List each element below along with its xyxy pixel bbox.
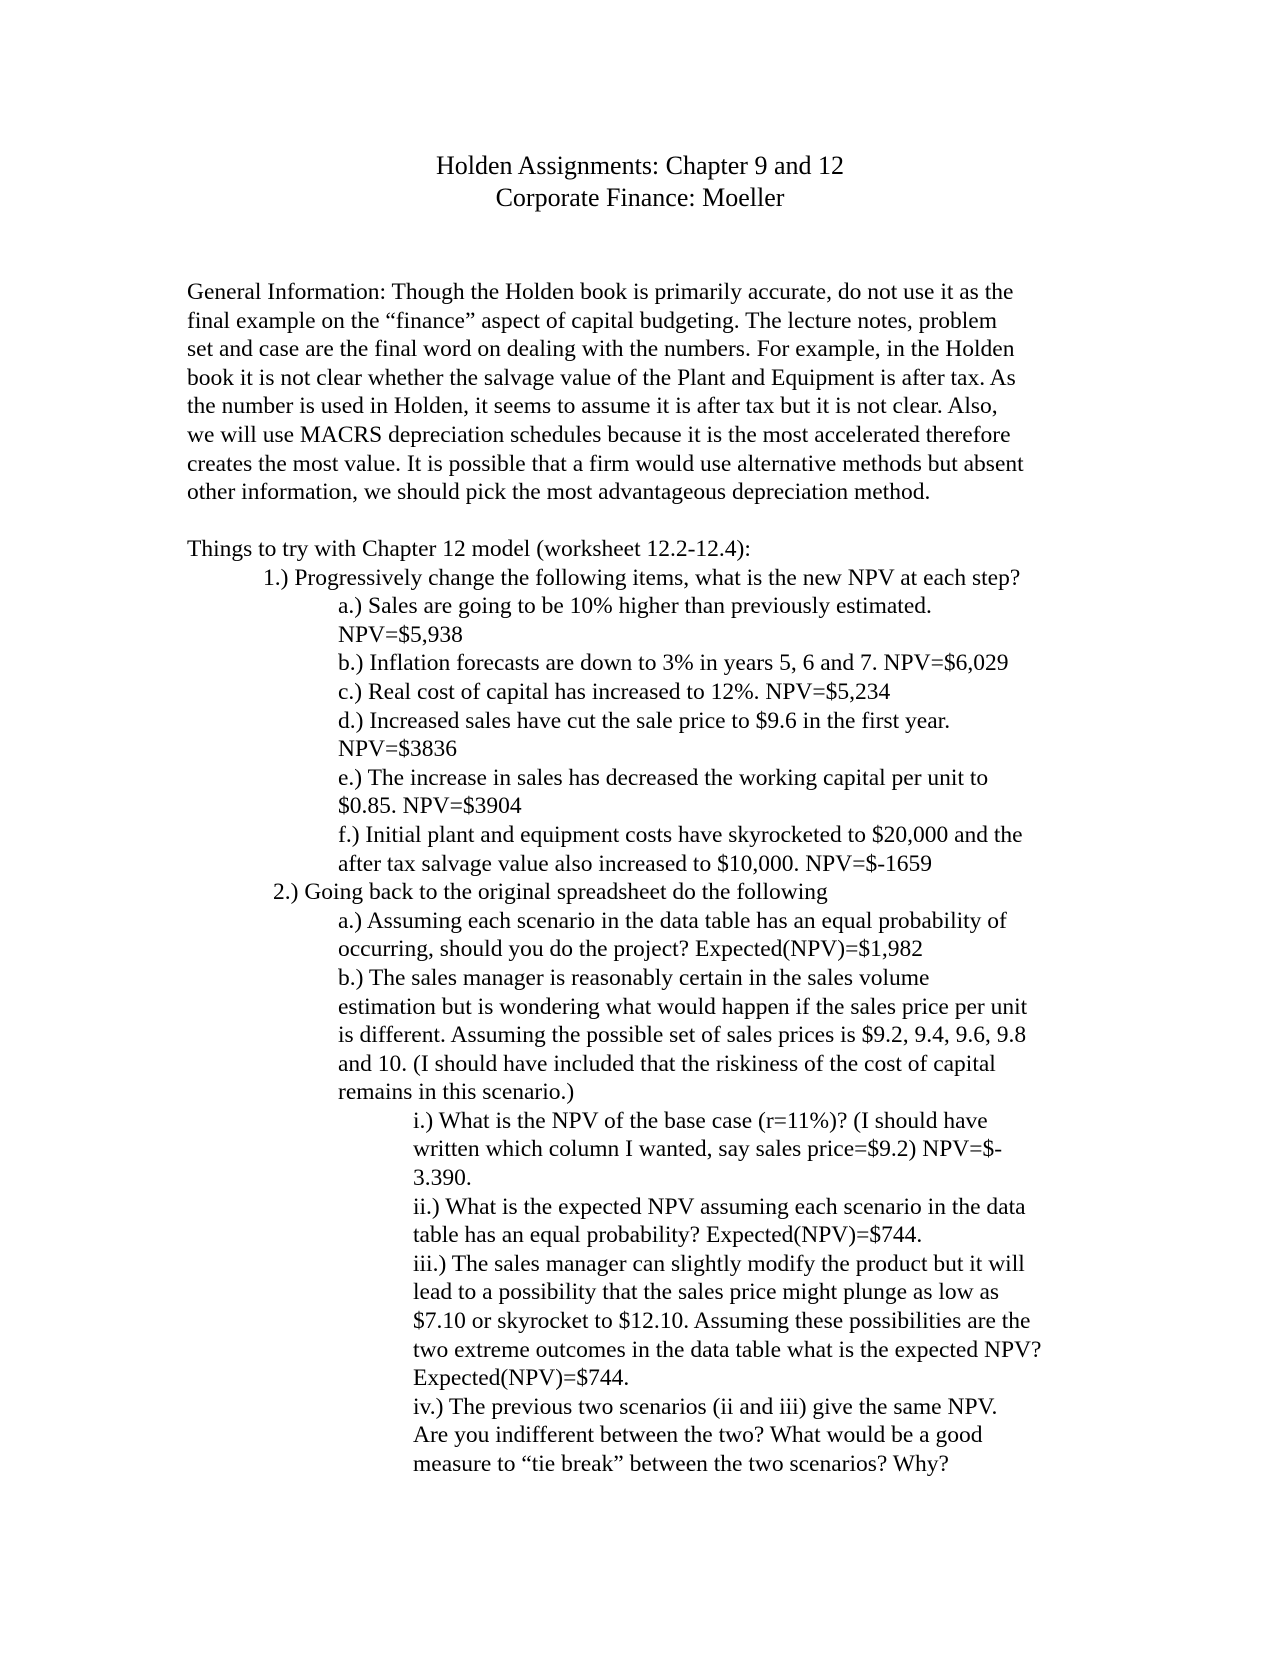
question-2-item-b: b.) The sales manager is reasonably certain in the sales volume estimation but is wondering what would happen if the sales price per unit is different. Assuming the possible set of sales prices is $9.2, 9.4, 9.6, 9.8 and 10. (I should have included that the riskiness of the cost of capital remains in this scenario.): [338, 964, 1028, 1106]
subitem-ii: ii.) What is the expected NPV assuming each scenario in the data table has an equal probability? Expected(NPV)=$744.: [413, 1193, 1026, 1249]
title-line-1: Holden Assignments: Chapter 9 and 12: [435, 151, 844, 180]
paragraph-line: other information, we should pick the most advantageous depreciation method.: [187, 479, 931, 506]
paragraph-line: book it is not clear whether the salvage value of the Plant and Equipment is after tax. As: [187, 364, 1016, 391]
paragraph-line: we will use MACRS depreciation schedules because it is the most accelerated therefore: [187, 421, 1011, 448]
question-1-item-a: a.) Sales are going to be 10% higher than previously estimated. NPV=$5,938: [338, 593, 932, 648]
question-2-item-a: a.) Assuming each scenario in the data table has an equal probability of occurring, should you do the project? Expected(NPV)=$1,982: [338, 907, 1007, 963]
question-2: 2.) Going back to the original spreadsheet do the following: [273, 879, 828, 906]
paragraph-line: set and case are the final word on dealing with the numbers. For example, in the Holden: [187, 336, 1015, 363]
general-information-paragraph: [187, 278, 1087, 507]
paragraph-line: creates the most value. It is possible that a firm would use alternative methods but absent: [187, 450, 1024, 477]
question-1-item-b: b.) Inflation forecasts are down to 3% in years 5, 6 and 7. NPV=$6,029: [338, 650, 1009, 677]
section-heading: Things to try with Chapter 12 model (worksheet 12.2-12.4):: [187, 536, 751, 562]
things-to-try-section: [187, 535, 1087, 1479]
question-1: 1.) Progressively change the following items, what is the new NPV at each step?: [263, 564, 1021, 591]
question-1-item-f: f.) Initial plant and equipment costs have skyrocketed to $20,000 and the after tax salvage value also increased to $10,000. NPV=$-1659: [338, 821, 1023, 877]
paragraph-line: the number is used in Holden, it seems to assume it is after tax but it is not clear. Also,: [187, 393, 998, 420]
question-1-item-d: d.) Increased sales have cut the sale price to $9.6 in the first year. NPV=$3836: [338, 707, 951, 763]
paragraph-line: General Information: Though the Holden book is primarily accurate, do not use it as the: [187, 279, 1014, 305]
question-1-item-e: e.) The increase in sales has decreased the working capital per unit to $0.85. NPV=$3904: [338, 764, 989, 820]
subitem-iv: iv.) The previous two scenarios (ii and iii) give the same NPV. Are you indifferent between the two? What would be a good measure to “tie break” between the two scenarios? Why?: [413, 1393, 998, 1477]
question-1-item-c: c.) Real cost of capital has increased to 12%. NPV=$5,234: [338, 678, 891, 705]
subitem-iii: iii.) The sales manager can slightly modify the product but it will lead to a possibility that the sales price might plunge as low as $7.10 or skyrocket to $12.10. Assuming these possibilities are the two extreme outcomes in the data table what is the expected NPV? Expected(NPV)=$744.: [413, 1250, 1042, 1392]
title-line-2: Corporate Finance: Moeller: [495, 183, 785, 212]
paragraph-line: final example on the “finance” aspect of capital budgeting. The lecture notes, problem: [187, 307, 997, 334]
subitem-i: i.) What is the NPV of the base case (r=11%)? (I should have written which column I wanted, say sales price=$9.2) NPV=$- 3.390.: [413, 1107, 1003, 1192]
document-title: [0, 150, 1280, 214]
